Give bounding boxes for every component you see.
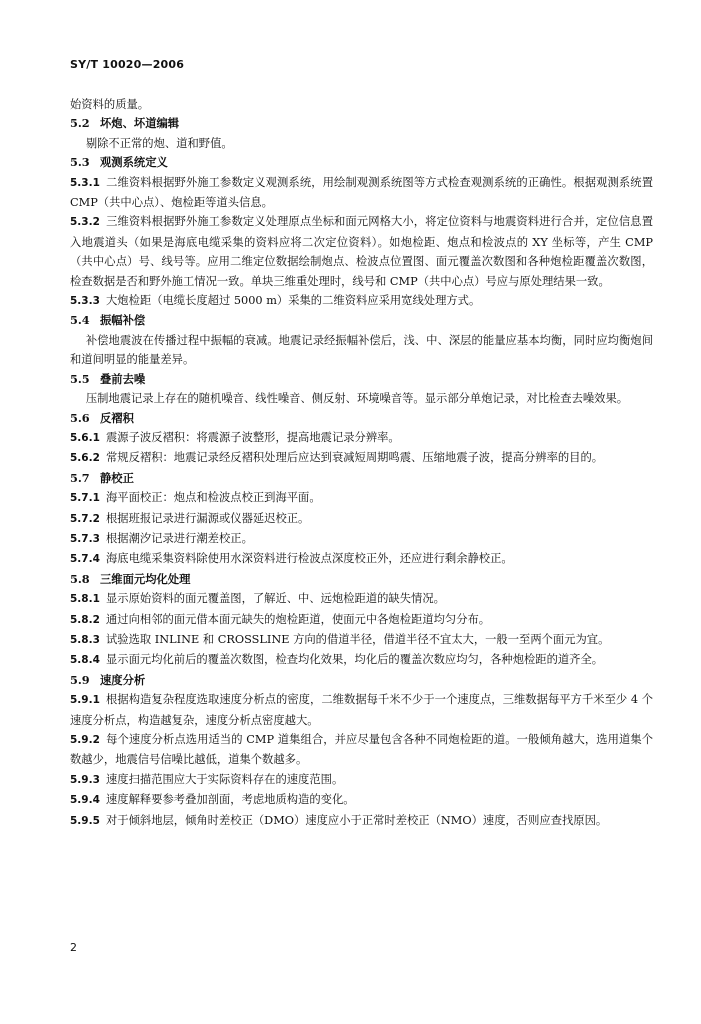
section-title: 坏炮、坏道编辑 (100, 116, 180, 131)
clause-number: 5.9.3 (70, 773, 100, 786)
section-title: 叠前去噪 (100, 371, 146, 386)
continued-text: 始资料的质量。 (70, 98, 150, 111)
clause-text: 速度解释要参考叠加剖面，考虑地质构造的变化。 (106, 793, 355, 807)
clause-number: 5.8.1 (70, 593, 100, 606)
clause-number: 5.3.2 (70, 216, 100, 229)
clause-item (70, 509, 653, 529)
clause-item (70, 291, 653, 311)
clause-item (70, 549, 653, 569)
clause-text: 二维资料根据野外施工参数定义观测系统，用绘制观测系统图等方式检查观测系统的正确性。根据观测系统置 CMP（共中心点）、炮检距等道头信息。 (70, 175, 653, 210)
clause-item (70, 790, 653, 810)
section-number: 5.8 (70, 571, 90, 586)
section-number: 5.3 (70, 155, 90, 170)
clause-item (70, 630, 653, 650)
paragraph: 剔除不正常的炮、道和野值。 (85, 136, 233, 150)
clause-text: 三维资料根据野外施工参数定义处理原点坐标和面元网格大小，将定位资料与地震资料进行合并，定位信息置入地震道头（如果是海底电缆采集的资料应将二次定位资料）。如炮检距、炮点和检波点的 XY 坐标等，产生 CMP（共中心点）号、线号等。应用二维定位数据绘制炮点、检波点位置图、面元覆盖次数图和各种炮检距覆盖次数图，检查数据是否和野外施工情况一致。单块三维重处理时，线号和 CMP（共中心点）号应与原处理结果一致。 (70, 215, 653, 288)
clause-number: 5.9.2 (70, 734, 100, 746)
clause-text: 通过向相邻的面元借本面元缺失的炮检距道，使面元中各炮检距道均匀分布。 (106, 612, 491, 626)
clause-number: 5.9.5 (70, 814, 100, 827)
section-heading (70, 570, 653, 589)
paragraph: 压制地震记录上存在的随机噪音、线性噪音、侧反射、环境噪音等。显示部分单炮记录，对比检查去噪效果。 (85, 392, 629, 406)
clause-item (70, 448, 653, 468)
clause-item (70, 529, 653, 549)
clause-item (70, 650, 653, 670)
paragraph: 补偿地震波在传播过程中振幅的衰减。地震记录经振幅补偿后，浅、中、深层的能量应基本均衡，同时应均衡炮间和道间明显的能量差异。 (70, 333, 653, 367)
section-title: 观测系统定义 (100, 155, 168, 170)
page-number: 2 (70, 941, 77, 954)
clause-item (70, 428, 653, 448)
standard-code-header: SY/T 10020—2006 (70, 58, 185, 71)
clause-item (70, 730, 653, 770)
section-title: 速度分析 (100, 672, 146, 687)
clause-text: 大炮检距（电缆长度超过 5000 m）采集的二维资料应采用宽线处理方式。 (106, 294, 481, 308)
section-heading (70, 469, 653, 488)
clause-text: 显示面元均化前后的覆盖次数图，检查均化效果，均化后的覆盖次数应均匀，各种炮检距的道齐全。 (106, 653, 604, 667)
clause-text: 海平面校正：炮点和检波点校正到海平面。 (106, 491, 321, 505)
clause-item (70, 811, 653, 831)
section-title: 振幅补偿 (100, 313, 146, 328)
clause-text: 根据班报记录进行漏源或仪器延迟校正。 (106, 511, 310, 525)
clause-text: 对于倾斜地层，倾角时差校正（DMO）速度应小于正常时差校正（NMO）速度，否则应查找原因。 (106, 813, 608, 827)
clause-item (70, 173, 653, 213)
clause-number: 5.6.2 (70, 452, 100, 465)
section-heading (70, 311, 653, 330)
clause-number: 5.3.1 (70, 176, 100, 189)
clause-text: 显示原始资料的面元覆盖图，了解近、中、远炮检距道的缺失情况。 (106, 592, 445, 606)
clause-text: 海底电缆采集资料除使用水深资料进行检波点深度校正外，还应进行剩余静校正。 (106, 552, 513, 566)
clause-item (70, 212, 653, 291)
section-title: 静校正 (100, 470, 134, 485)
section-number: 5.4 (70, 313, 90, 328)
clause-number: 5.9.1 (70, 694, 100, 707)
clause-number: 5.3.3 (70, 295, 100, 308)
section-heading (70, 409, 653, 428)
clause-number: 5.7.3 (70, 532, 100, 545)
clause-text: 试验选取 INLINE 和 CROSSLINE 方向的借道半径，借道半径不宜太大，一般一至两个面元为宜。 (106, 632, 610, 646)
section-number: 5.6 (70, 410, 90, 425)
section-title: 三维面元均化处理 (100, 571, 191, 586)
clause-number: 5.7.2 (70, 512, 100, 525)
document-body (70, 95, 653, 831)
section-number: 5.5 (70, 371, 90, 386)
clause-item (70, 488, 653, 508)
clause-text: 根据构造复杂程度选取速度分析点的密度，二维数据每千米不少于一个速度点，三维数据每平方千米至少 4 个速度分析点，构造越复杂，速度分析点密度越大。 (70, 693, 653, 727)
clause-number: 5.7.1 (70, 492, 100, 505)
clause-number: 5.9.4 (70, 794, 100, 807)
clause-item (70, 770, 653, 790)
section-heading (70, 114, 653, 133)
section-number: 5.2 (70, 116, 90, 131)
clause-text: 震源子波反褶积：将震源子波整形，提高地震记录分辨率。 (106, 430, 400, 444)
clause-item (70, 690, 653, 730)
clause-text: 速度扫描范围应大于实际资料存在的速度范围。 (106, 772, 344, 786)
clause-number: 5.7.4 (70, 553, 100, 566)
section-heading (70, 153, 653, 172)
section-number: 5.9 (70, 672, 90, 687)
clause-item (70, 589, 653, 609)
clause-number: 5.8.3 (70, 633, 100, 646)
section-heading (70, 370, 653, 389)
section-number: 5.7 (70, 470, 90, 485)
clause-number: 5.8.4 (70, 654, 100, 667)
section-heading (70, 671, 653, 690)
clause-item (70, 610, 653, 630)
clause-number: 5.8.2 (70, 613, 100, 626)
clause-text: 根据潮汐记录进行潮差校正。 (106, 531, 253, 545)
clause-text: 每个速度分析点选用适当的 CMP 道集组合，并应尽量包含各种不同炮检距的道。一般倾角越大，选用道集个数越少，地震信号信噪比越低，道集个数越多。 (70, 733, 653, 767)
section-title: 反褶积 (100, 410, 134, 425)
clause-text: 常规反褶积：地震记录经反褶积处理后应达到衰减短周期鸣震、压缩地震子波，提高分辨率的目的。 (106, 451, 604, 465)
clause-number: 5.6.1 (70, 431, 100, 444)
